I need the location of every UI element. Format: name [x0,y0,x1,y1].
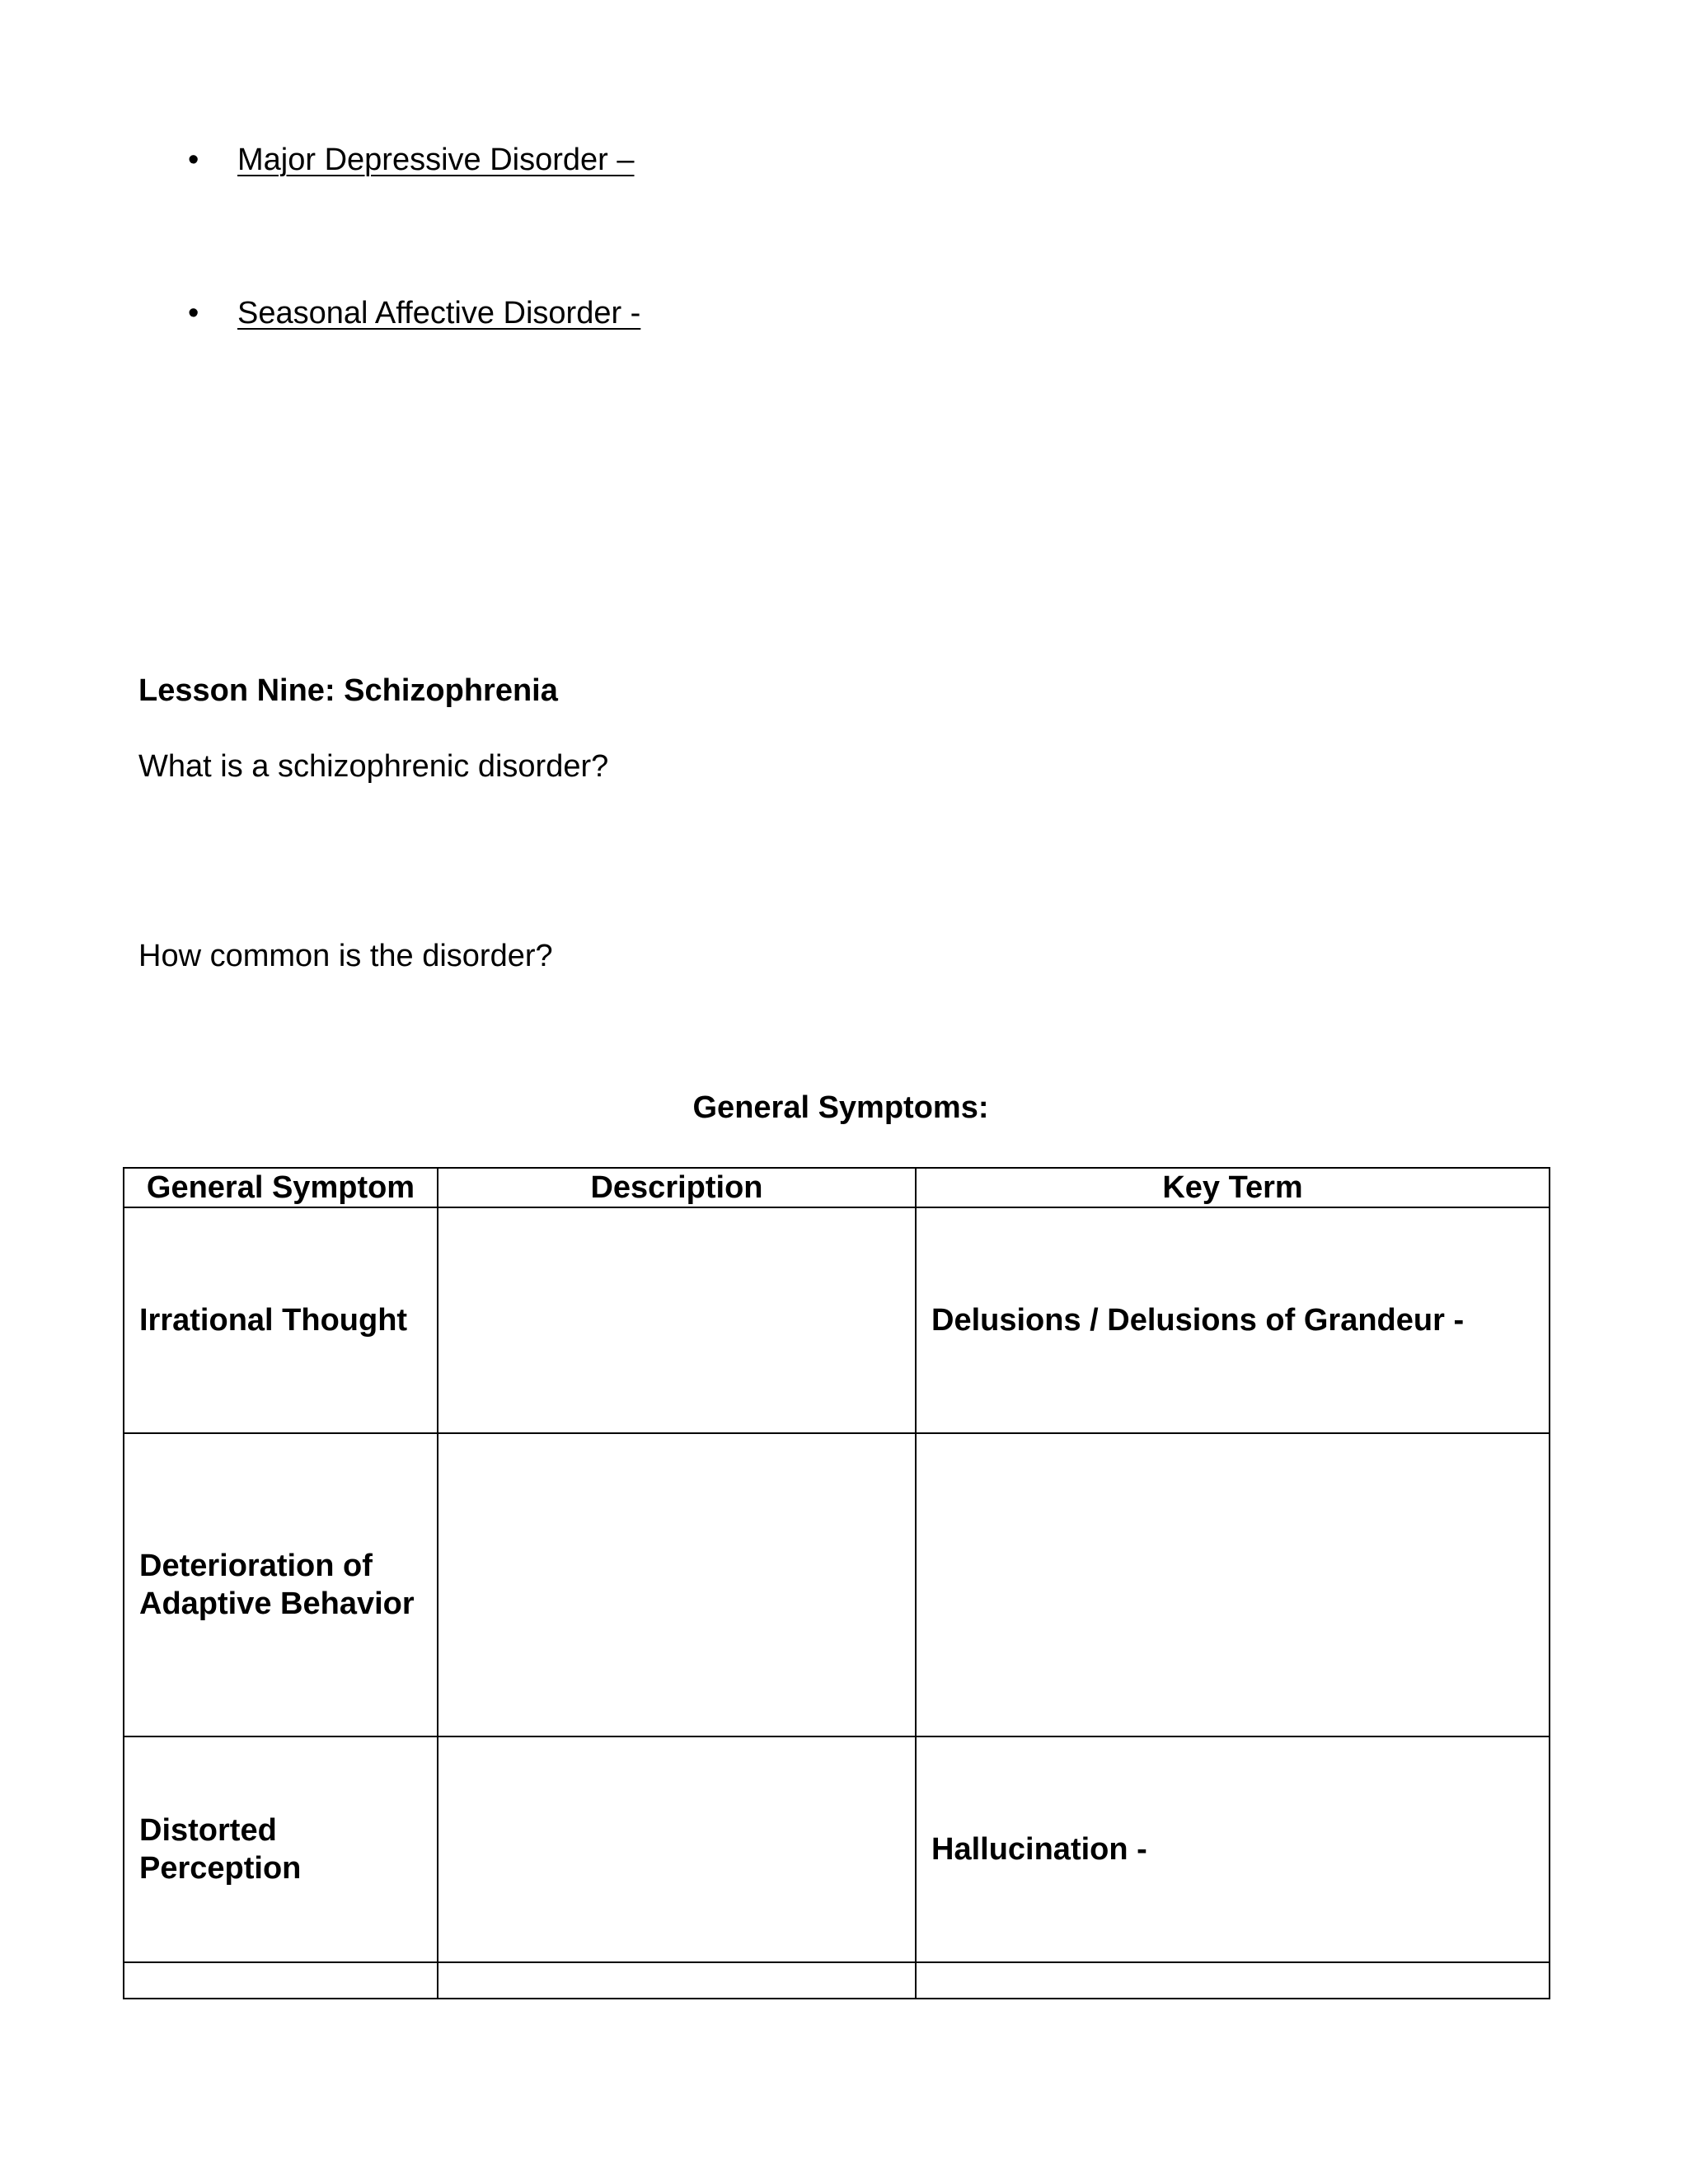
symptom-cell [124,1433,438,1736]
bullet-text: Major Depressive Disorder – [237,143,635,177]
table-row [124,1962,1550,1999]
key-term-cell[interactable] [916,1433,1550,1736]
table-row [124,1736,1550,1962]
question-how-common: How common is the disorder? [138,939,553,973]
key-term-cell[interactable] [916,1736,1550,1962]
description-cell[interactable] [438,1207,916,1433]
key-term-label: Delusions / Delusions of Grandeur - [931,1303,1465,1338]
header-key-term: Key Term [916,1168,1550,1207]
symptom-label: Irrational Thought [139,1303,408,1338]
table-row [124,1433,1550,1736]
symptom-cell [124,1736,438,1962]
table-row [124,1207,1550,1433]
symptom-cell [124,1962,438,1999]
header-general-symptom: General Symptom [124,1168,438,1207]
key-term-cell[interactable] [916,1962,1550,1999]
table-header-row [124,1168,1550,1207]
description-cell[interactable] [438,1433,916,1736]
key-term-label: Hallucination - [931,1832,1147,1867]
symptom-cell [124,1207,438,1433]
header-description: Description [438,1168,916,1207]
section-heading: General Symptoms: [692,1090,989,1125]
question-what-is: What is a schizophrenic disorder? [138,749,609,784]
description-cell[interactable] [438,1736,916,1962]
key-term-cell[interactable] [916,1207,1550,1433]
symptom-label: Deterioration of Adaptive Behavior [139,1549,415,1621]
symptom-label: Distorted Perception [139,1813,302,1886]
description-cell[interactable] [438,1962,916,1999]
bullet-dot-icon: • [188,296,199,330]
lesson-title: Lesson Nine: Schizophrenia [138,673,558,708]
symptoms-table [123,1167,1550,1999]
bullet-dot-icon: • [188,143,199,177]
bullet-text: Seasonal Affective Disorder - [237,296,641,330]
